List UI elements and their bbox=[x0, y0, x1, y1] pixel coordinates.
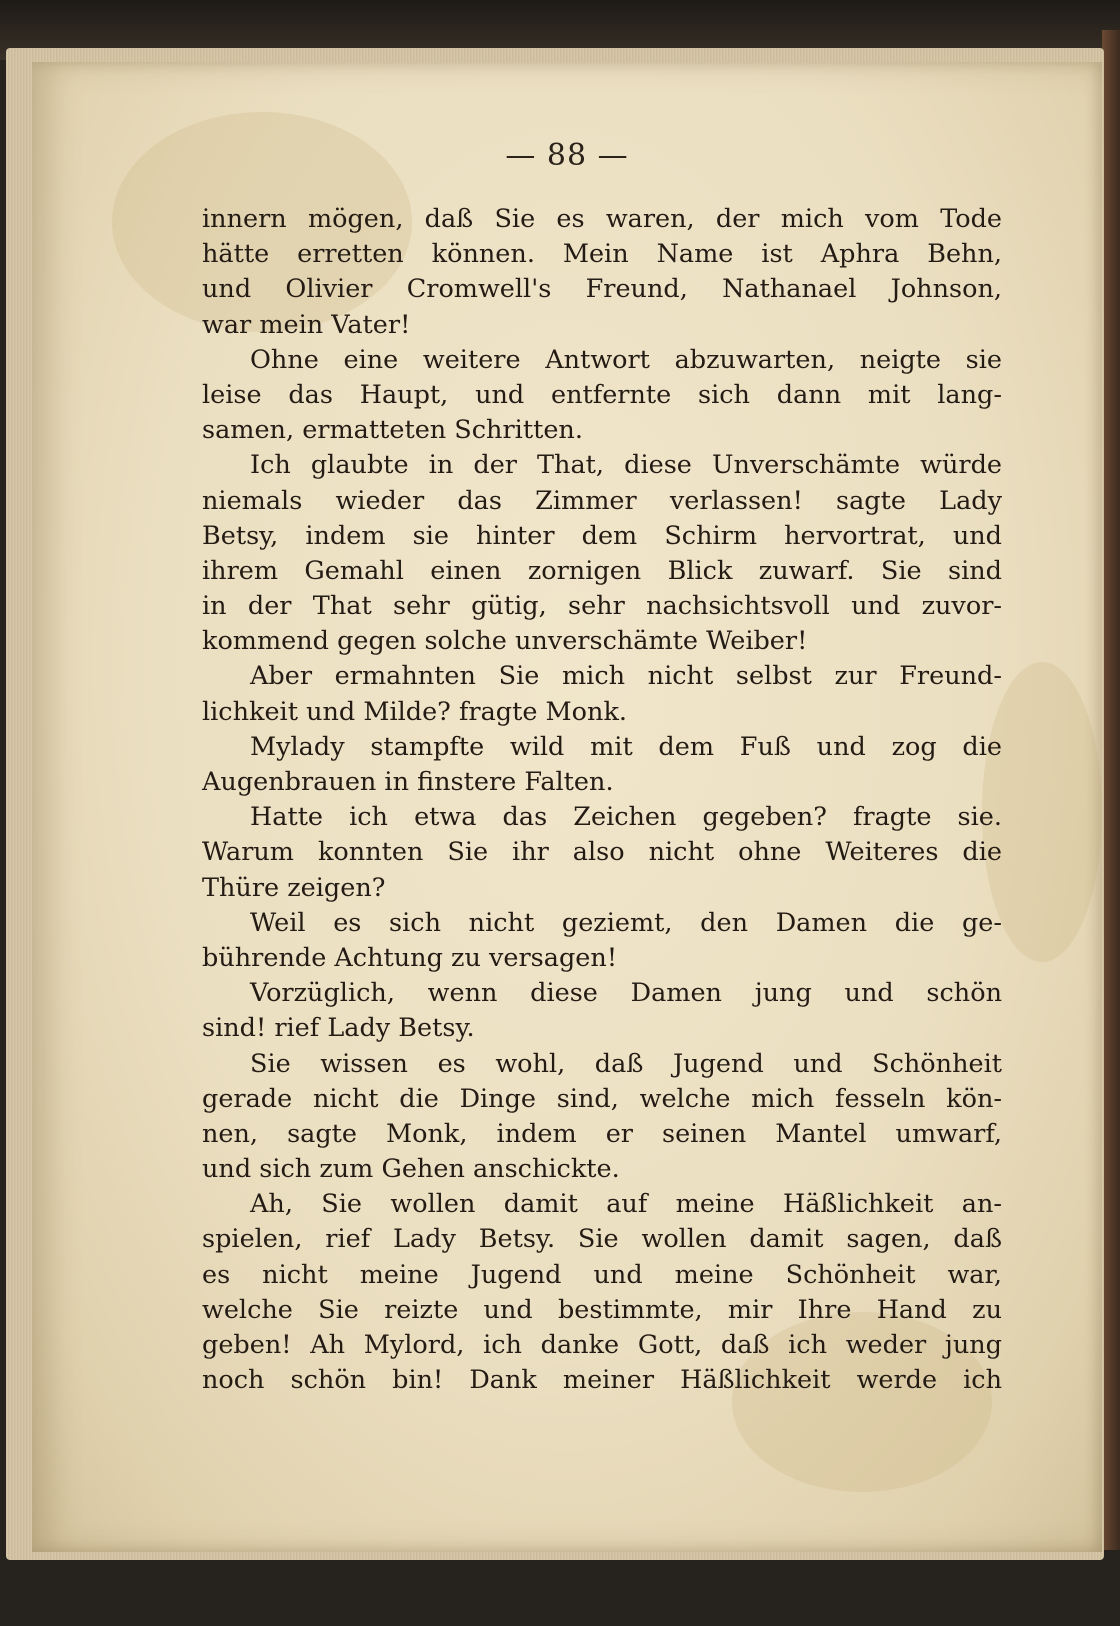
book-page bbox=[32, 62, 1102, 1552]
text-line: hätte erretten können. Mein Name ist Aphra Behn, bbox=[202, 239, 1002, 270]
text-line: kommend gegen solche unverschämte Weiber! bbox=[202, 626, 808, 657]
book-cover-edge bbox=[1102, 30, 1120, 1550]
text-line: in der That sehr gütig, sehr nachsichtsvoll und zuvor- bbox=[202, 591, 1002, 622]
text-line: innern mögen, daß Sie es waren, der mich vom Tode bbox=[202, 204, 1002, 234]
text-line: und Olivier Cromwell's Freund, Nathanael Johnson, bbox=[202, 274, 1002, 305]
text-line: Augenbrauen in finstere Falten. bbox=[202, 767, 614, 797]
text-line: und sich zum Gehen anschickte. bbox=[202, 1154, 620, 1185]
text-line: sind! rief Lady Betsy. bbox=[202, 1013, 475, 1044]
text-line: Warum konnten Sie ihr also nicht ohne Weiteres die bbox=[202, 837, 1002, 868]
text-line: war mein Vater! bbox=[202, 309, 411, 340]
text-line: Ah, Sie wollen damit auf meine Häßlichkeit an- bbox=[250, 1189, 1002, 1220]
text-line: noch schön bin! Dank meiner Häßlichkeit werde ich bbox=[202, 1365, 1002, 1396]
text-line: Thüre zeigen? bbox=[202, 872, 386, 903]
text-line: spielen, rief Lady Betsy. Sie wollen damit sagen, daß bbox=[202, 1224, 1002, 1255]
text-line: bührende Achtung zu versagen! bbox=[202, 942, 618, 973]
text-line: Weil es sich nicht geziemt, den Damen die ge- bbox=[250, 907, 1002, 938]
text-line: samen, ermatteten Schritten. bbox=[202, 415, 583, 446]
text-line: Hatte ich etwa das Zeichen gegeben? fragte sie. bbox=[250, 802, 1002, 833]
text-line: leise das Haupt, und entfernte sich dann mit lang- bbox=[202, 379, 1002, 410]
text-line: gerade nicht die Dinge sind, welche mich fesseln kön- bbox=[202, 1083, 1002, 1114]
text-line: geben! Ah Mylord, ich danke Gott, daß ich weder jung bbox=[202, 1330, 1002, 1360]
text-line: lichkeit und Milde? fragte Monk. bbox=[202, 696, 627, 727]
text-line: Sie wissen es wohl, daß Jugend und Schönheit bbox=[250, 1048, 1002, 1079]
text-line: niemals wieder das Zimmer verlassen! sagte Lady bbox=[202, 485, 1002, 516]
text-line: Aber ermahnten Sie mich nicht selbst zur Freund- bbox=[250, 661, 1002, 692]
text-line: Vorzüglich, wenn diese Damen jung und schön bbox=[250, 978, 1002, 1009]
text-line: Ich glaubte in der That, diese Unverschämte würde bbox=[250, 450, 1002, 481]
body-text bbox=[202, 202, 1002, 1398]
text-line: ihrem Gemahl einen zornigen Blick zuwarf. Sie sind bbox=[202, 555, 1002, 586]
text-line: welche Sie reizte und bestimmte, mir Ihre Hand zu bbox=[202, 1294, 1002, 1325]
text-line: es nicht meine Jugend und meine Schönheit war, bbox=[202, 1259, 1002, 1290]
text-line: Mylady stampfte wild mit dem Fuß und zog die bbox=[250, 731, 1002, 762]
text-line: Ohne eine weitere Antwort abzuwarten, neigte sie bbox=[250, 344, 1002, 375]
text-line: nen, sagte Monk, indem er seinen Mantel umwarf, bbox=[202, 1118, 1002, 1149]
text-line: Betsy, indem sie hinter dem Schirm hervortrat, und bbox=[202, 520, 1002, 551]
page-number: — 88 — bbox=[505, 138, 629, 173]
